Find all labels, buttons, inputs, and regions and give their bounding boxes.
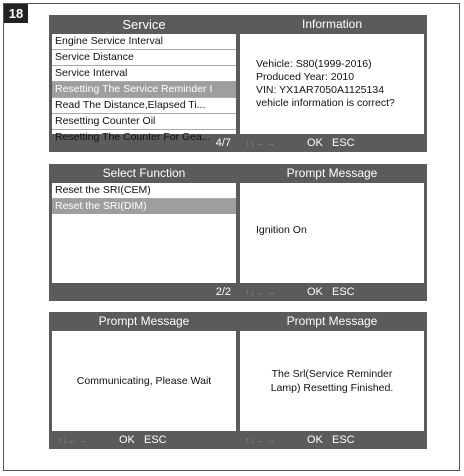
screen-title: Prompt Message	[286, 166, 378, 180]
prompt-ignition-screen	[237, 164, 427, 301]
produced-year-line: Produced Year: 2010	[256, 71, 355, 83]
arrow-keys-icon: ↑↓←→	[245, 138, 276, 148]
menu-item-service-interval[interactable]: Service Interval	[52, 66, 236, 82]
screen-footer	[237, 283, 427, 301]
prompt-communicating-screen	[49, 312, 239, 449]
confirm-question: vehicle information is correct?	[256, 97, 395, 109]
service-menu	[52, 34, 236, 145]
screen-footer	[49, 431, 239, 449]
prompt-body	[240, 331, 424, 431]
service-screen	[49, 15, 239, 152]
page-indicator: 4/7	[215, 137, 231, 149]
menu-item-reset-sri-cem[interactable]: Reset the SRI(CEM)	[52, 183, 236, 199]
arrow-keys-icon: ↑↓←→	[57, 435, 88, 445]
menu-item-resetting-counter-gear[interactable]: Resetting The Counter For Gea...	[55, 131, 211, 143]
prompt-message-line-1: The Srl(Service Reminder	[271, 368, 393, 380]
screen-footer	[237, 431, 427, 449]
vehicle-info	[256, 58, 395, 110]
menu-item-resetting-counter-oil[interactable]: Resetting Counter Oil	[52, 114, 236, 130]
screen-footer	[237, 134, 427, 152]
screen-title: Prompt Message	[286, 314, 378, 328]
esc-button[interactable]: ESC	[144, 434, 167, 446]
ok-button[interactable]: OK	[119, 434, 135, 446]
arrow-keys-icon: ↑↓←→	[245, 435, 276, 445]
vehicle-line: Vehicle: S80(1999-2016)	[256, 58, 372, 70]
figure-number-badge: 18	[4, 4, 28, 23]
information-body	[240, 34, 424, 134]
menu-item-reset-sri-dim[interactable]: Reset the SRI(DIM)	[52, 199, 236, 214]
screen-title: Information	[301, 17, 363, 31]
screen-title: Prompt Message	[98, 314, 190, 328]
ok-button[interactable]: OK	[307, 286, 323, 298]
screen-title: Service	[122, 17, 166, 32]
menu-item-read-distance-elapsed[interactable]: Read The Distance,Elapsed Ti...	[52, 98, 236, 114]
esc-button[interactable]: ESC	[332, 434, 355, 446]
menu-item-service-distance[interactable]: Service Distance	[52, 50, 236, 66]
select-function-body	[52, 183, 236, 283]
vin-line: VIN: YX1AR7050A1125134	[256, 84, 385, 96]
prompt-message: Ignition On	[256, 224, 307, 236]
page-indicator: 2/2	[215, 286, 231, 298]
ok-button[interactable]: OK	[307, 137, 323, 149]
prompt-message-line-2: Lamp) Resetting Finished.	[270, 382, 394, 394]
menu-item-engine-service-interval[interactable]: Engine Service Interval	[52, 34, 236, 50]
select-function-screen	[49, 164, 239, 301]
information-screen	[237, 15, 427, 152]
function-menu	[52, 183, 236, 214]
prompt-message: Communicating, Please Wait	[76, 375, 212, 387]
esc-button[interactable]: ESC	[332, 286, 355, 298]
arrow-keys-icon: ↑↓←→	[245, 287, 276, 297]
screen-title: Select Function	[102, 166, 186, 180]
prompt-body	[52, 331, 236, 431]
screen-footer	[49, 283, 239, 301]
prompt-finished-screen	[237, 312, 427, 449]
prompt-body	[240, 183, 424, 283]
screen-footer	[49, 134, 239, 152]
esc-button[interactable]: ESC	[332, 137, 355, 149]
prompt-message	[240, 367, 424, 395]
ok-button[interactable]: OK	[307, 434, 323, 446]
menu-item-resetting-service-reminder[interactable]: Resetting The Service Reminder I	[52, 82, 236, 98]
